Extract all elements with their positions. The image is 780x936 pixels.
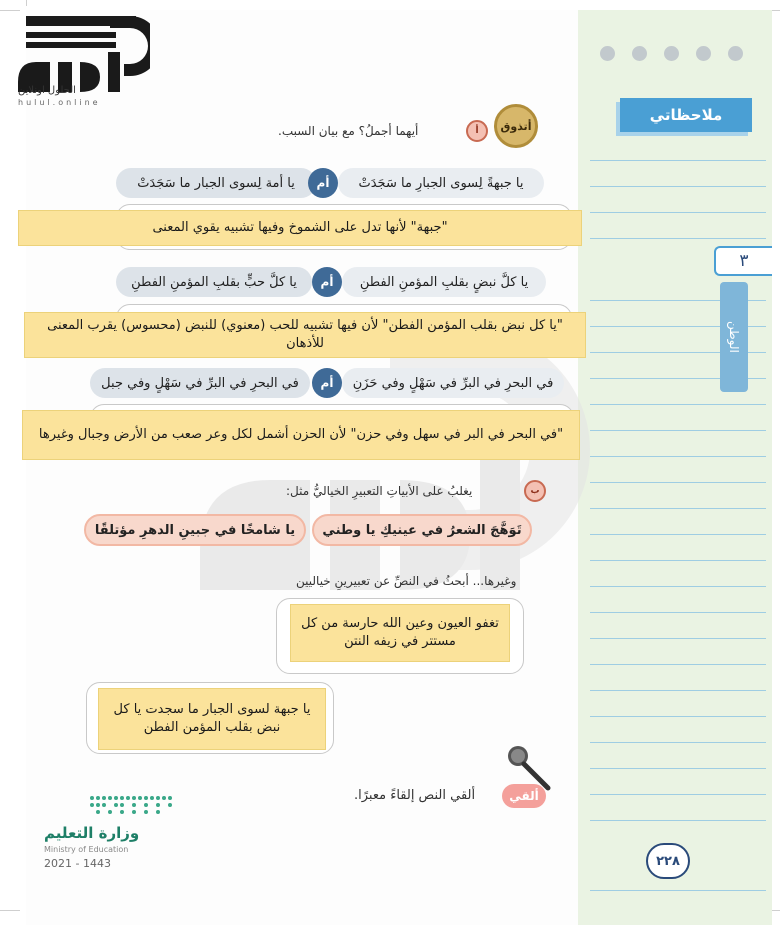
logo-subtext: hulul.online [18, 98, 101, 107]
read-aloud-button[interactable]: ألقي [502, 784, 546, 808]
question-number-a: أ [466, 120, 488, 142]
example-pill-2: تَوَهَّجَ الشعرُ في عينيكِ يا وطني [312, 514, 532, 546]
instruction-text: وغيرها... أبحثُ في النصِّ عن تعبيرينِ خياليين [296, 574, 517, 588]
question-title: أيهما أجملُ؟ مع بيان السبب. [278, 124, 419, 138]
read-aloud-instruction: ألقي النص إلقاءً معبرًا. [354, 788, 476, 803]
answer-highlight-1: "جبهة" لأنها تدل على الشموخ وفيها تشبيه يقوي المعنى [18, 210, 582, 246]
unit-side-tab: الوطن [720, 282, 748, 392]
answer-highlight-b: تغفو العيون وعين الله حارسة من كل مستتر في زيفه النتن [290, 604, 510, 662]
section-b-title: يغلبُ على الأبياتِ التعبيرِ الخياليُّ مثل: [286, 484, 473, 498]
binder-holes [600, 46, 743, 61]
unit-number: ٣ [714, 246, 772, 276]
logo-text: الحلول اونلاين [18, 85, 76, 96]
crop-mark [0, 910, 20, 911]
option-left-2: يا كلَّ حبٍّ بقلبِ المؤمنِ الفطنِ [116, 267, 312, 297]
option-right-3: في البحرِ في البرِّ في سَهْلٍ وفي حَزَنِ [342, 368, 564, 398]
page-number: ٢٢٨ [646, 843, 690, 879]
option-right-1: يا جبهةً لِسوى الجبارِ ما سَجَدَتْ [338, 168, 544, 198]
option-right-2: يا كلَّ نبضٍ بقلبِ المؤمنِ الفطنِ [342, 267, 546, 297]
answer-highlight-2: "يا كل نبض بقلب المؤمن الفطن" لأن فيها تشبيه للحب (معنوي) للنبض (محسوس) يقرب المعنى للأذهان [24, 312, 586, 358]
or-badge-2: أم [312, 267, 342, 297]
option-left-1: يا أمة لِسوى الجبار ما سَجَدَتْ [116, 168, 316, 198]
taste-badge: أتذوق [494, 104, 538, 148]
or-badge-1: أم [308, 168, 338, 198]
crop-mark [0, 10, 20, 11]
question-number-b: ب [524, 480, 546, 502]
ministry-year: 2021 - 1443 [44, 857, 111, 870]
ministry-logo-icon [86, 792, 178, 818]
answer-highlight-c: يا جبهة لسوى الجبار ما سجدت يا كل نبض بقلب المؤمن الفطن [98, 688, 326, 750]
option-left-3: في البحرِ في البرِّ في سَهْلٍ وفي جبل [90, 368, 310, 398]
example-pill-1: يا شامخًا في جبينِ الدهرِ مؤتلقًا [84, 514, 306, 546]
ministry-name-ar: وزارة التعليم [44, 824, 140, 842]
answer-highlight-3: "في البحر في البر في سهل وفي حزن" لأن الحزن أشمل لكل وعر صعب من الأرض وجبال وغيرها [22, 410, 580, 460]
notes-title: ملاحظاتي [620, 98, 752, 132]
or-badge-3: أم [312, 368, 342, 398]
ministry-name-en: Ministry of Education [44, 845, 129, 854]
crop-mark [26, 0, 27, 6]
